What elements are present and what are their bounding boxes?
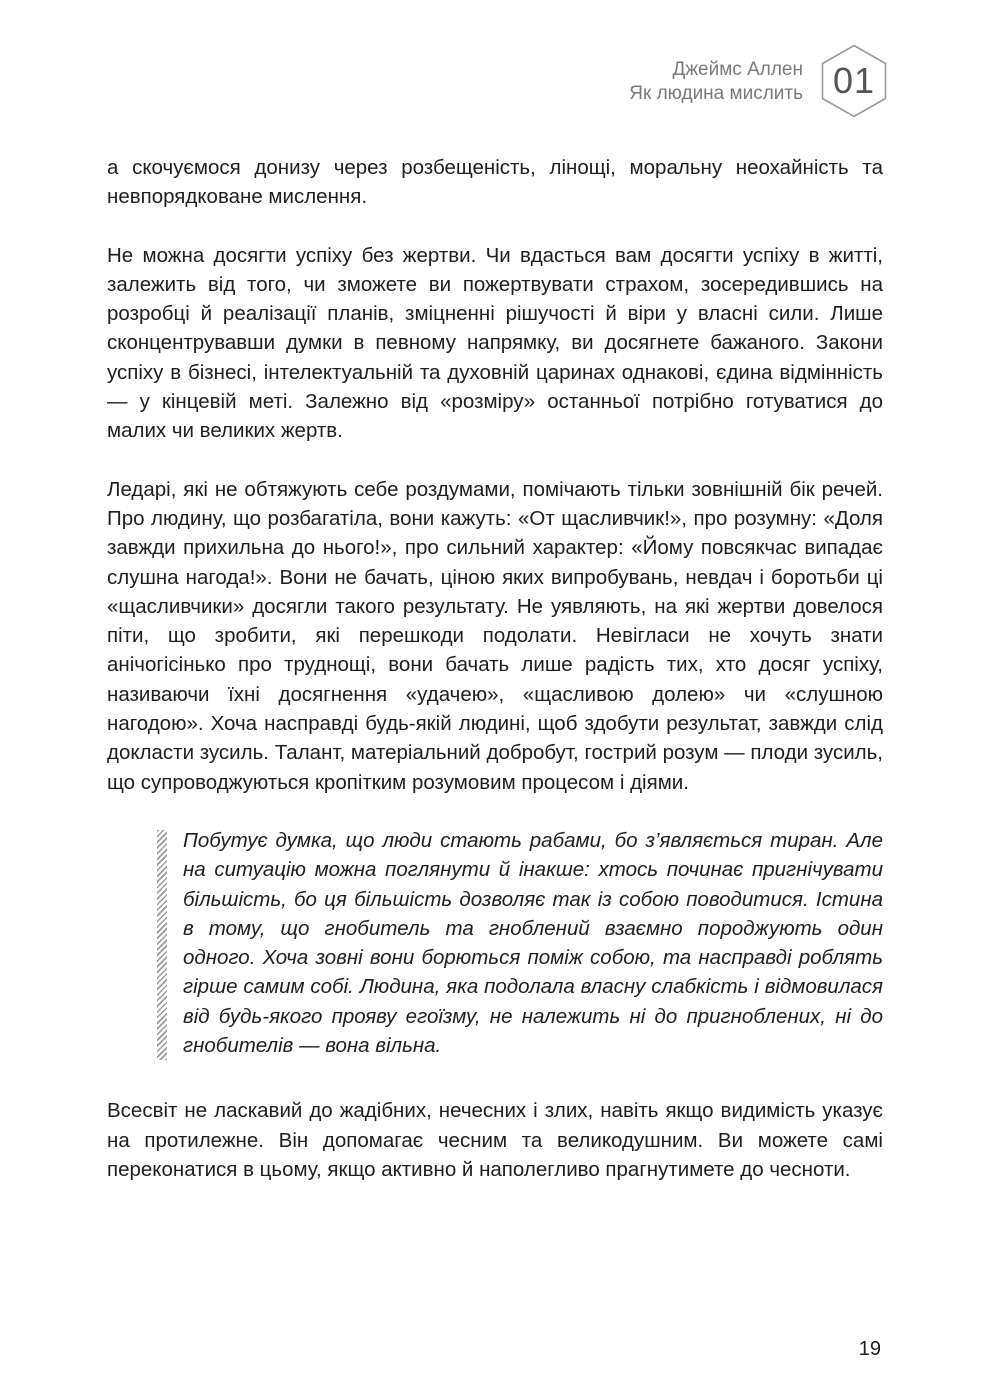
body-paragraph: Не можна досягти успіху без жертви. Чи вдасться вам досягти успіху в житті, залежить від того, чи зможете ви пожертвувати страхом, зосередившись на розробці й реалізації планів, зміцненні рішучості й віри у власні сили. Лише сконцентрувавши думки в певному напрямку, ви досягнете бажаного. Закони успіху в бізнесі, інтелектуальній та духовній царинах однакові, єдина відмінність — у кінцевій меті. Залежно від «розміру» останньої потрібно готуватися до малих чи великих жертв. <box>107 243 883 443</box>
body-paragraph: а скочуємося донизу через розбещеність, лінощі, моральну неохайність та невпорядковане мислення. <box>107 156 883 209</box>
body-paragraph: Ледарі, які не обтяжують себе роздумами, помічають тільки зовнішній бік речей. Про людину, що розбагатіла, вони кажуть: «От щасливчик!», про розумну: «Доля завжди прихильна до нього!», про сильний характер: «Йому повсякчас випадає слушна нагода!». Вони не бачать, ціною яких випробувань, невдач і боротьби ці «щасливчики» досягли такого результату. Не уявляють, на які жертви довелося піти, що зробити, які перешкоди подолати. Невігласи не хочуть знати анічогісінько про труднощі, вони бачать лише радість тих, хто досяг успіху, називаючи їхні досягнення «удачею», «щасливою долею» чи «слушною нагодою». Хоча насправді будь-якій людині, щоб здобути результат, завжди слід докласти зусиль. Талант, матеріальний добробут, гострий розум — плоди зусиль, що супроводжуються кропітким розумовим процесом і діями. <box>107 477 883 794</box>
running-header <box>467 44 887 118</box>
quote-hatch-bar <box>157 830 167 1060</box>
quote-text: Побутує думка, що люди стають рабами, бо з’являється тиран. Але на ситуацію можна поглянути й інакше: хтось починає пригнічувати більшість, бо ця більшість дозволяє так із собою поводитися. Істина в тому, що гнобитель та гноблений взаємно породжують один одного. Хоча зовні вони борються поміж собою, та насправді роблять гірше самим собі. Людина, яка подолала власну слабкість і відмовилася від будь-якого прояву егоїзму, не належить ні до пригноблених, ні до гнобителів — вона вільна. <box>183 828 883 1058</box>
header-book-title: Як людина мислить <box>629 83 803 104</box>
closing-paragraph: Всесвіт не ласкавий до жадібних, нечесних і злих, навіть якщо видимість указує на протилежне. Він допомагає чесним та великодушним. Ви можете самі переконатися в цьому, якщо активно й наполегливо прагнутимете до чесноти. <box>107 1099 883 1181</box>
page-body <box>107 153 883 1213</box>
header-author: Джеймс Аллен <box>672 59 803 80</box>
chapter-number: 01 <box>832 60 876 101</box>
pull-quote <box>157 826 883 1060</box>
page-number: 19 <box>858 1338 881 1360</box>
header-text <box>629 58 803 106</box>
